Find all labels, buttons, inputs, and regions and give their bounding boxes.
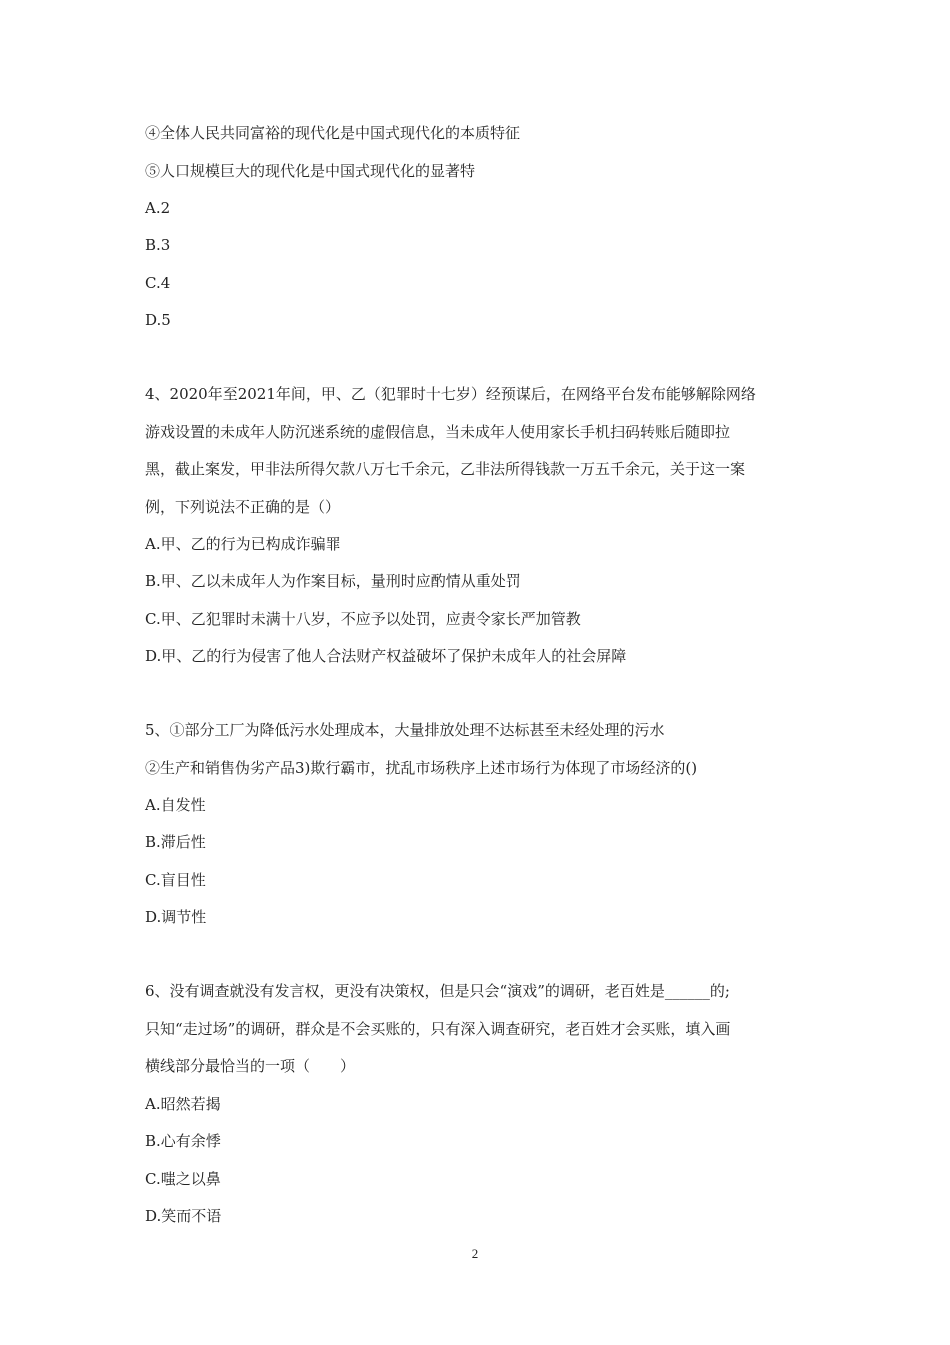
q5-stem-line-2: ②生产和销售伪劣产品3)欺行霸市，扰乱市场秩序上述市场行为体现了市场经济的() — [145, 759, 698, 777]
q4-stem-line-3: 黑，截止案发，甲非法所得欠款八万七千余元，乙非法所得钱款一万五千余元，关于这一案 — [145, 460, 746, 478]
q4-option-c: C.甲、乙犯罪时未满十八岁，不应予以处罚，应责令家长严加管教 — [145, 610, 581, 628]
q5-option-d: D.调节性 — [145, 908, 207, 926]
q6-option-d: D.笑而不语 — [145, 1207, 222, 1225]
q3-option-a: A.2 — [145, 199, 171, 217]
q5-option-a: A.自发性 — [145, 796, 206, 814]
q3-option-b: B.3 — [145, 236, 171, 254]
q6-option-c: C.嗤之以鼻 — [145, 1170, 221, 1188]
q4-stem-line-4: 例，下列说法不正确的是（） — [145, 498, 341, 516]
q3-option-c: C.4 — [145, 274, 171, 292]
q5-option-c: C.盲目性 — [145, 871, 206, 889]
q6-stem-line-1: 6、没有调查就没有发言权，更没有决策权，但是只会“演戏”的调研，老百姓是______的; — [145, 982, 730, 1000]
q3-option-d: D.5 — [145, 311, 171, 329]
q3-statement-5: ⑤人口规模巨大的现代化是中国式现代化的显著特 — [145, 162, 476, 180]
q6-option-b: B.心有余悸 — [145, 1132, 221, 1150]
q6-option-a: A.昭然若揭 — [145, 1095, 221, 1113]
q4-stem-line-2: 游戏设置的未成年人防沉迷系统的虚假信息，当未成年人使用家长手机扫码转账后随即拉 — [145, 423, 731, 441]
q4-stem-line-1: 4、2020年至2021年间，甲、乙（犯罪时十七岁）经预谋后，在网络平台发布能够解除网络 — [145, 385, 756, 403]
q4-option-b: B.甲、乙以未成年人为作案目标，量刑时应酌情从重处罚 — [145, 572, 521, 590]
q6-stem-line-2: 只知“走过场”的调研，群众是不会买账的，只有深入调查研究，老百姓才会买账，填入画 — [145, 1020, 731, 1038]
q5-stem-line-1: 5、①部分工厂为降低污水处理成本，大量排放处理不达标甚至未经处理的污水 — [145, 721, 665, 739]
q3-statement-4: ④全体人民共同富裕的现代化是中国式现代化的本质特征 — [145, 124, 521, 142]
q4-option-a: A.甲、乙的行为已构成诈骗罪 — [145, 535, 341, 553]
page-number: 2 — [471, 1246, 479, 1261]
q5-option-b: B.滞后性 — [145, 833, 206, 851]
q6-stem-line-3: 横线部分最恰当的一项（ ） — [145, 1057, 356, 1075]
q4-option-d: D.甲、乙的行为侵害了他人合法财产权益破坏了保护未成年人的社会屏障 — [145, 647, 627, 665]
